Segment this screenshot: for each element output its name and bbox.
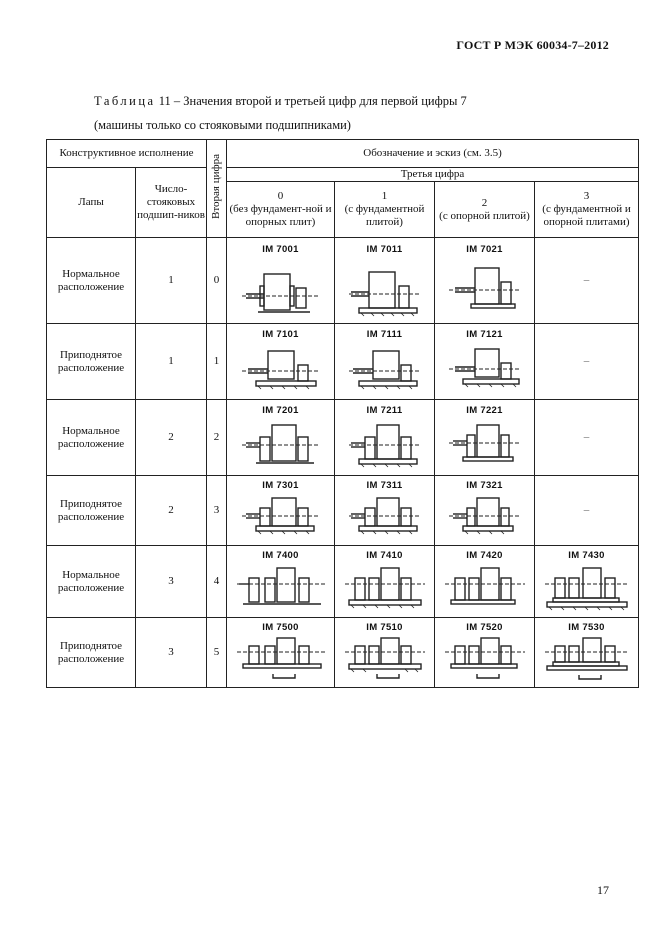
sketch-cell: [227, 238, 335, 324]
sketch-cell: [535, 618, 639, 688]
table-caption-title: 11 – Значения второй и третьей цифр для первой цифры 7: [155, 94, 467, 108]
machine-sketch-icon: [345, 492, 425, 542]
header-col-3: 3 (с фундаментной и опорной плитами): [535, 182, 639, 238]
table-row: [47, 618, 639, 688]
sketch-cell: [227, 476, 335, 546]
header-third-digit: Третья цифра: [227, 168, 639, 182]
sketch-cell: [535, 546, 639, 618]
sketch-cell: [335, 324, 435, 400]
machine-sketch-icon: [345, 341, 425, 395]
im-code: IM 7420: [466, 550, 503, 562]
empty-cell: –: [535, 238, 639, 324]
im-code: IM 7111: [366, 329, 403, 341]
im-code: IM 7301: [262, 480, 299, 492]
sketch-cell: [335, 546, 435, 618]
im-code: IM 7021: [466, 244, 503, 256]
sketch-cell: [435, 324, 535, 400]
sketch-cell: [435, 400, 535, 476]
second-digit-cell: 1: [207, 324, 227, 400]
header-col-1: 1 (с фундаментной плитой): [335, 182, 435, 238]
table-caption: [94, 94, 467, 109]
sketch-cell: [435, 238, 535, 324]
second-digit-cell: 2: [207, 400, 227, 476]
header-col-0: 0 (без фундамент-ной и опорных плит): [227, 182, 335, 238]
im-code: IM 7011: [366, 244, 403, 256]
table-row: [47, 324, 639, 400]
second-digit-cell: 4: [207, 546, 227, 618]
machine-sketch-icon: [441, 562, 529, 614]
machine-sketch-icon: [341, 634, 429, 684]
header-col-2: 2 (с опорной плитой): [435, 182, 535, 238]
im-code: IM 7530: [568, 622, 605, 634]
bearings-cell: 3: [136, 546, 207, 618]
feet-cell: Нормальное расположение: [47, 546, 136, 618]
sketch-cell: [227, 618, 335, 688]
header-bearings: Число-стояковых подшип-ников: [136, 168, 207, 238]
table-row: [47, 238, 639, 324]
machine-sketch-icon: [445, 256, 525, 318]
empty-cell: –: [535, 324, 639, 400]
empty-cell: –: [535, 476, 639, 546]
sketch-cell: [435, 546, 535, 618]
im-code: IM 7500: [262, 622, 299, 634]
machine-sketch-icon: [238, 256, 324, 318]
bearings-cell: 1: [136, 324, 207, 400]
header-designation: Обозначение и эскиз (см. 3.5): [227, 140, 639, 168]
sketch-cell: [335, 618, 435, 688]
sketch-cell: [335, 400, 435, 476]
table-row: [47, 546, 639, 618]
machine-sketch-icon: [445, 341, 525, 395]
feet-cell: Приподнятое расположение: [47, 618, 136, 688]
document-code: ГОСТ Р МЭК 60034-7–2012: [456, 38, 609, 52]
second-digit-cell: 0: [207, 238, 227, 324]
im-code: IM 7510: [366, 622, 403, 634]
im-code: IM 7221: [466, 405, 503, 417]
sketch-cell: [435, 476, 535, 546]
im-code: IM 7211: [366, 405, 403, 417]
machine-sketch-icon: [233, 562, 329, 614]
bearings-cell: 1: [136, 238, 207, 324]
machine-sketch-icon: [238, 341, 324, 395]
im-code: IM 7121: [466, 329, 503, 341]
page-number: 17: [597, 883, 609, 897]
im-code: IM 7321: [466, 480, 503, 492]
bearings-cell: 2: [136, 476, 207, 546]
machine-sketch-icon: [541, 634, 633, 684]
second-digit-cell: 3: [207, 476, 227, 546]
machine-sketch-icon: [345, 256, 425, 318]
feet-cell: Нормальное расположение: [47, 400, 136, 476]
machine-sketch-icon: [238, 492, 324, 542]
machine-sketch-icon: [345, 417, 425, 471]
im-code: IM 7520: [466, 622, 503, 634]
bearings-cell: 2: [136, 400, 207, 476]
sketch-cell: [335, 476, 435, 546]
machine-sketch-icon: [341, 562, 429, 614]
machine-sketch-icon: [441, 634, 529, 684]
header-feet: Лапы: [47, 168, 136, 238]
machine-sketch-icon: [238, 417, 324, 471]
table-caption-word: Таблица: [94, 94, 156, 108]
sketch-cell: [227, 546, 335, 618]
empty-cell: –: [535, 400, 639, 476]
im-code: IM 7311: [366, 480, 403, 492]
machine-sketch-icon: [233, 634, 329, 684]
sketch-cell: [435, 618, 535, 688]
header-second-digit: Вторая цифра: [207, 140, 227, 238]
table-subtitle: (машины только со стояковыми подшипниками): [94, 118, 351, 132]
machine-sketch-icon: [541, 562, 633, 614]
im-code: IM 7201: [262, 405, 299, 417]
im-code: IM 7400: [262, 550, 299, 562]
table-row: [47, 476, 639, 546]
im-code: IM 7410: [366, 550, 403, 562]
table-row: [47, 400, 639, 476]
feet-cell: Приподнятое расположение: [47, 324, 136, 400]
designation-table: [46, 139, 639, 688]
second-digit-cell: 5: [207, 618, 227, 688]
machine-sketch-icon: [445, 492, 525, 542]
feet-cell: Нормальное расположение: [47, 238, 136, 324]
im-code: IM 7430: [568, 550, 605, 562]
sketch-cell: [335, 238, 435, 324]
bearings-cell: 3: [136, 618, 207, 688]
im-code: IM 7001: [262, 244, 299, 256]
machine-sketch-icon: [445, 417, 525, 471]
header-construct: Конструктивное исполнение: [47, 140, 207, 168]
im-code: IM 7101: [262, 329, 299, 341]
feet-cell: Приподнятое расположение: [47, 476, 136, 546]
sketch-cell: [227, 324, 335, 400]
sketch-cell: [227, 400, 335, 476]
